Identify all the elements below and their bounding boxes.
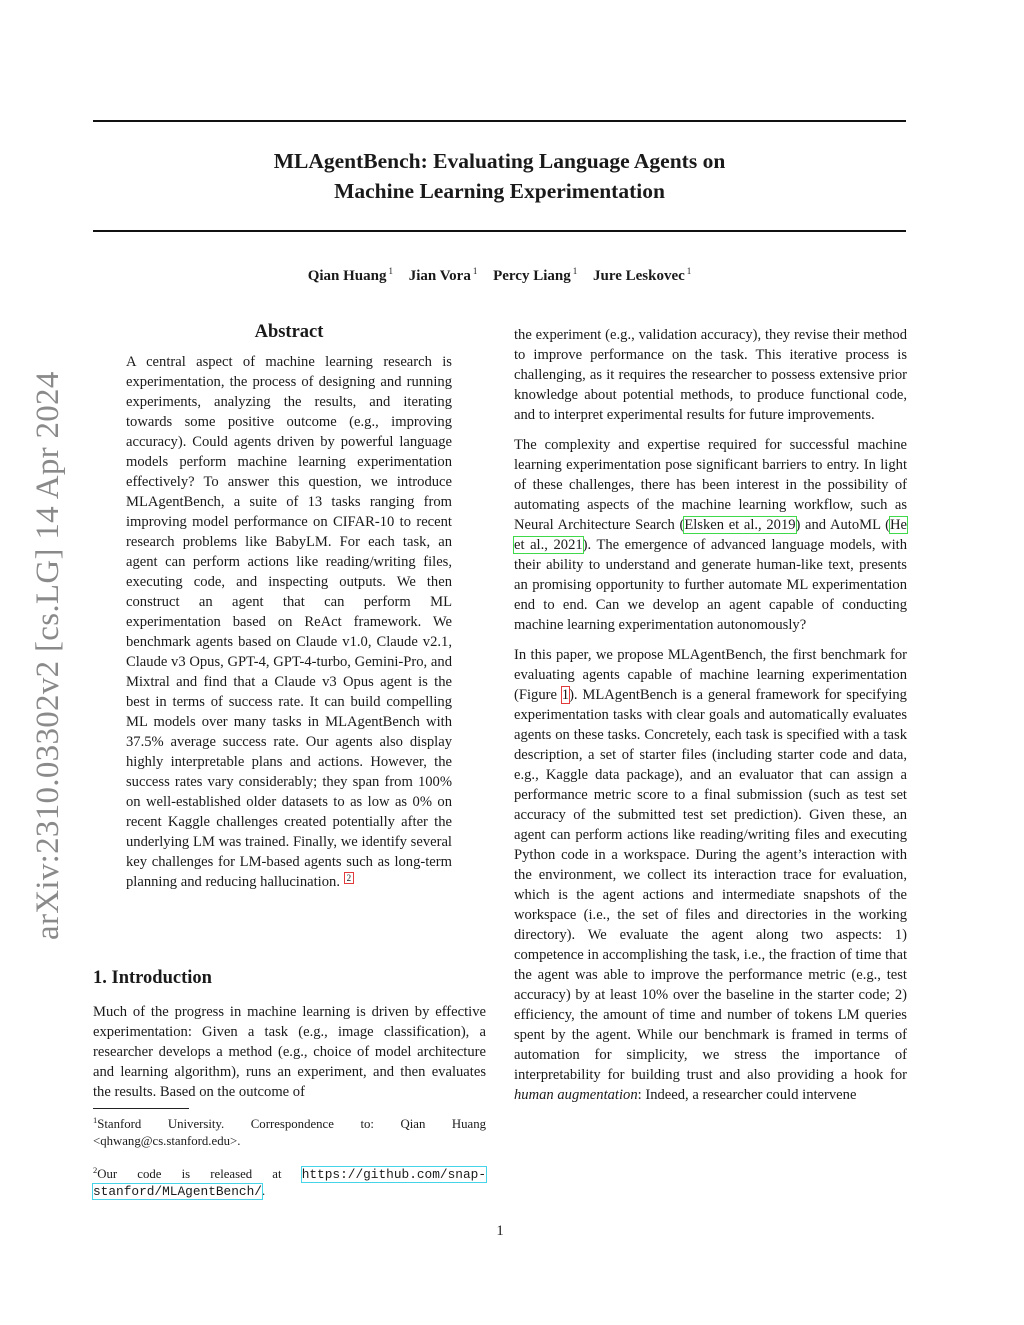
citation-he-2021[interactable]: He et al., 2021 xyxy=(514,517,908,553)
paragraph: the experiment (e.g., validation accuracy), they revise their method to improve performance on the task. This iterative process is challenging, as it requires the researcher to possess extensive prior knowledge about potential methods, to produce functional code, and to interpret experimental results for future improvements. xyxy=(514,327,907,423)
author: Jian Vora $^1$ xyxy=(408,266,478,284)
title-bottom-rule xyxy=(93,230,906,232)
footnote-link[interactable]: 2 xyxy=(344,872,355,884)
footnote-2: $^2$Our code is released at https://github.com/snap-stanford/MLAgentBench/. xyxy=(93,1165,486,1199)
author: Jure Leskovec $^1$ xyxy=(592,266,692,284)
right-column xyxy=(514,325,907,1115)
author-list xyxy=(93,266,906,285)
code-url-link[interactable]: https://github.com/snap-stanford/MLAgentBench/ xyxy=(93,1167,486,1199)
arxiv-stamp: arXiv:2310.03302v2 [cs.LG] 14 Apr 2024 xyxy=(30,371,66,940)
footnote-rule xyxy=(93,1108,189,1109)
paragraph: The complexity and expertise required for successful machine learning experimentation pose significant barriers to entry. In light of these challenges, there has been interest in the possibility of automating aspects of the machine learning workflow, such as Neural Architecture Search (Elsken et al., 2019) and AutoML (He et al., 2021). The emergence of advanced language models, with their ability to understand and generate human-like text, presents an promising opportunity to further automate ML experimentation end to end. Can we develop an agent capable of conducting machine learning experimentation autonomously? xyxy=(514,437,908,633)
citation-elsken-2019[interactable]: Elsken et al., 2019 xyxy=(684,517,796,533)
author: Qian Huang $^1$ xyxy=(307,266,393,284)
top-rule xyxy=(93,120,906,122)
paragraph: In this paper, we propose MLAgentBench, the first benchmark for evaluating agents capable of machine learning experimentation (Figure 1). MLAgentBench is a general framework for specifying experimentation tasks with clear goals and automatically evaluates agents on these tasks. Concretely, each task is specified with a task description, a set of starter files (including starter code and data, e.g., Kaggle data package), and an evaluator that can assign a performance metric score to a final submission (such as test set accuracy of the submitted test set prediction). Given these, an agent can perform actions like reading/writing files and executing Python code in a workspace. During the agent’s interaction with the environment, we collect its interaction trace for evaluation, which is the agent actions and intermediate snapshots of the workspace (i.e., the set of files and directories in the working directory). We evaluate the agent along two aspects: 1) competence in accomplishing the task, i.e., the fraction of time that the agent was able to improve the performance metric (e.g., test accuracy) by at least 10% over the baseline in the starter code; 2) efficiency, the amount of time and number of tokens LM queries spent by the agent. While our benchmark is framed in terms of automation for simplicity, we stress the importance of interpretability for building trust and also providing a hook for human augmentation: Indeed, a researcher could intervene xyxy=(514,647,907,1103)
figure-1-link[interactable]: 1 xyxy=(561,687,570,703)
intro-paragraph: Much of the progress in machine learning is driven by effective experimentation: Given a task (e.g., image classification), a researcher develops a method (e.g., choice of model architecture and learning algorithm), runs an experiment, and then evaluates the results. Based on the outcome of xyxy=(93,1004,486,1100)
title-line-2: Machine Learning Experimentation xyxy=(334,179,665,203)
paper-title xyxy=(93,146,906,206)
author: Percy Liang $^1$ xyxy=(493,266,578,284)
title-line-1: MLAgentBench: Evaluating Language Agents on xyxy=(273,149,726,173)
abstract-text: A central aspect of machine learning research is experimentation, the process of designing and running experiments, analyzing the results, and iterating towards some positive outcome (e.g., improving accuracy). Could agents driven by powerful language models perform machine learning experimentation effectively? To answer this question, we introduce MLAgentBench, a suite of 13 tasks ranging from improving model performance on CIFAR-10 to recent research problems like BabyLM. For each task, an agent can perform actions like reading/writing files, executing code, and inspecting outputs. We then construct an agent that can perform ML experimentation based on ReAct framework. We benchmark agents based on Claude v1.0, Claude v2.1, Claude v3 Opus, GPT-4, GPT-4-turbo, Gemini-Pro, and Mixtral and find that a Claude v3 Opus agent is the best in terms of success rate. It can build compelling ML models over many tasks in MLAgentBench with 37.5% average success rate. Our agents also display highly interpretable plans and actions. However, the success rates vary considerably; they span from 100% on well-established older datasets to as low as 0% on recent Kaggle challenges created potentially after the underlying LM was trained. Finally, we identify several key challenges for LM-based agents such as long-term planning and reducing hallucination. 2 xyxy=(126,354,452,890)
page-number: 1 xyxy=(496,1223,504,1239)
section-heading-introduction: 1. Introduction xyxy=(93,968,212,988)
abstract-heading: Abstract xyxy=(254,322,324,342)
footnote-1: $^1$Stanford University. Correspondence to: Qian Huang <qhwang@cs.stanford.edu>. xyxy=(93,1115,486,1148)
